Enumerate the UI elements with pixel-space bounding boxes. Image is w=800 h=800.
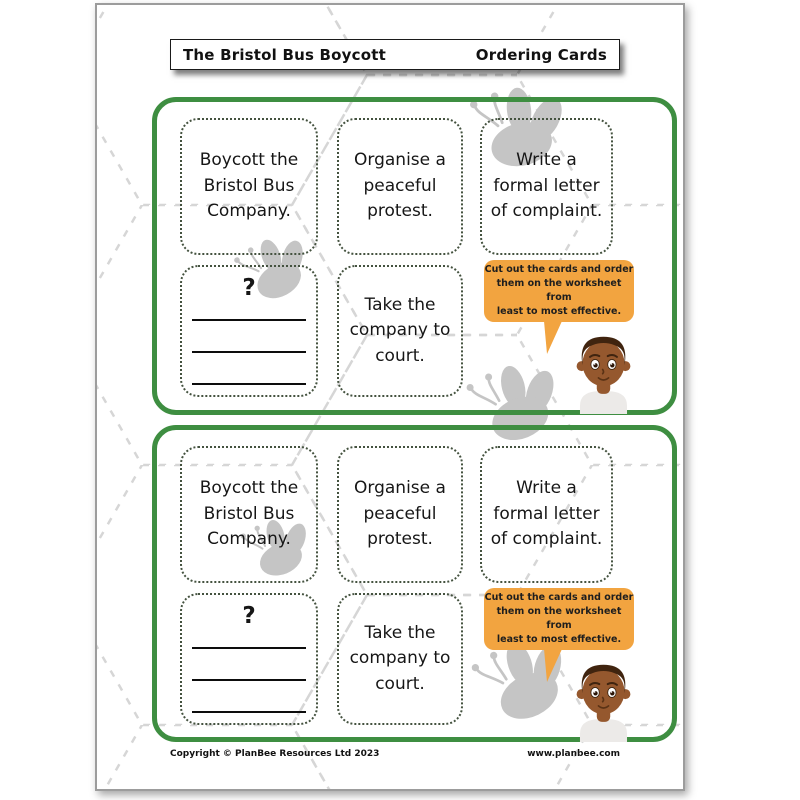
document-type-label: Ordering Cards bbox=[475, 45, 607, 64]
card-court: Take the company to court. bbox=[337, 265, 463, 397]
speech-bubble: Cut out the cards and order them on the worksheet from least to most effective. bbox=[484, 260, 634, 322]
ordering-cards-panel-2 bbox=[152, 425, 677, 742]
card-mystery-blank bbox=[180, 265, 318, 397]
speech-bubble-tail bbox=[544, 649, 562, 682]
card-court: Take the company to court. bbox=[337, 593, 463, 725]
speech-bubble: Cut out the cards and order them on the worksheet from least to most effective. bbox=[484, 588, 634, 650]
write-on-line bbox=[192, 647, 306, 649]
ordering-cards-panel-1 bbox=[152, 97, 677, 415]
card-organise-protest: Organise a peaceful protest. bbox=[337, 446, 463, 583]
card-formal-letter: Write a formal letter of complaint. bbox=[480, 446, 613, 583]
card-organise-protest: Organise a peaceful protest. bbox=[337, 118, 463, 255]
write-on-line bbox=[192, 711, 306, 713]
speech-bubble-tail bbox=[544, 321, 562, 354]
worksheet-page bbox=[95, 3, 685, 791]
write-on-line bbox=[192, 679, 306, 681]
write-on-line bbox=[192, 319, 306, 321]
write-on-line bbox=[192, 383, 306, 385]
card-boycott: Boycott the Bristol Bus Company. bbox=[180, 118, 318, 255]
page-title: The Bristol Bus Boycott bbox=[183, 45, 386, 64]
boy-character-icon bbox=[565, 658, 642, 742]
boy-character-icon bbox=[565, 330, 642, 414]
page-footer bbox=[170, 749, 620, 759]
copyright-text: Copyright © PlanBee Resources Ltd 2023 bbox=[170, 749, 380, 759]
website-link: www.planbee.com bbox=[527, 749, 620, 759]
card-boycott: Boycott the Bristol Bus Company. bbox=[180, 446, 318, 583]
question-mark: ? bbox=[242, 275, 256, 301]
write-on-line bbox=[192, 351, 306, 353]
header-bar bbox=[170, 39, 620, 70]
card-formal-letter: Write a formal letter of complaint. bbox=[480, 118, 613, 255]
card-mystery-blank bbox=[180, 593, 318, 725]
question-mark: ? bbox=[242, 603, 256, 629]
